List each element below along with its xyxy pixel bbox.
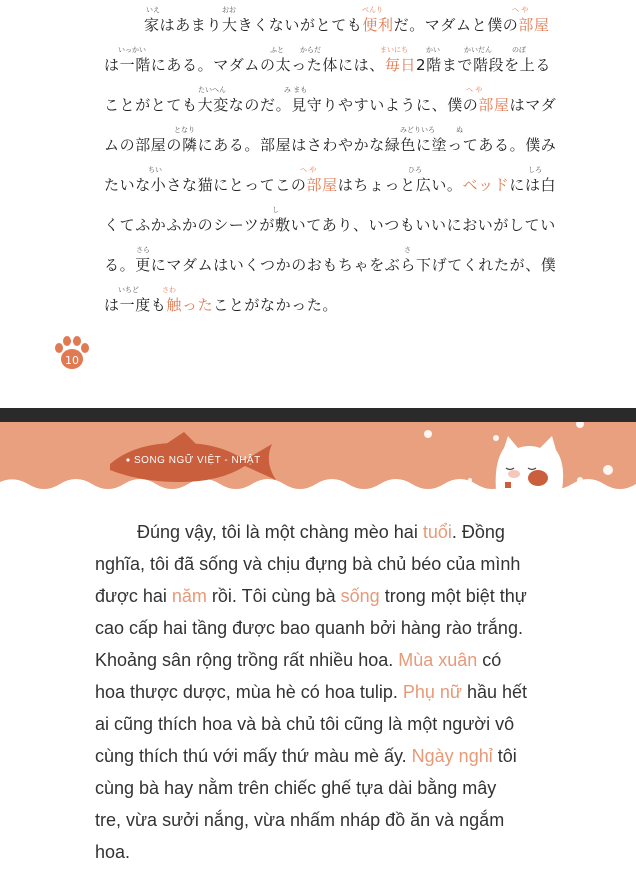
text-segment: 2階まで階段を上る <box>416 56 551 74</box>
furigana: へ や <box>512 6 529 14</box>
furigana: さら <box>136 246 150 254</box>
highlighted-word: sống <box>340 586 380 606</box>
text-segment: たいな小さな猫にとってこの <box>104 176 307 194</box>
vietnamese-line <box>95 842 130 863</box>
japanese-line <box>104 254 556 275</box>
furigana: いっかい <box>118 46 146 54</box>
furigana: ひろ <box>408 166 422 174</box>
japanese-line <box>144 14 550 35</box>
text-segment: ことがとても大変なのだ。見守りやすいように、僕の <box>104 96 479 114</box>
highlighted-word: 部屋 <box>306 176 338 194</box>
text-segment: được hai <box>95 586 172 606</box>
highlighted-word: ベッド <box>462 176 510 194</box>
text-segment: は一度も <box>104 296 167 314</box>
text-segment: cao cấp hai tầng được bao quanh bởi hàng rào trắng. <box>95 618 523 638</box>
series-label: SONG NGỮ VIỆT - NHẬT <box>134 455 261 466</box>
highlighted-word: tuổi <box>422 522 452 542</box>
highlighted-word: 部屋 <box>518 16 550 34</box>
highlighted-word: 便利 <box>362 16 394 34</box>
text-segment: ムの部屋の隣にある。部屋はさわやかな緑色に塗ってある。僕み <box>104 136 557 154</box>
text-segment: hầu hết <box>461 682 528 702</box>
text-segment: には白 <box>509 176 557 194</box>
furigana: へ や <box>300 166 317 174</box>
vietnamese-line <box>95 714 514 735</box>
text-segment: rồi. Tôi cùng bà <box>206 586 341 606</box>
furigana: かいだん <box>464 46 492 54</box>
furigana: となり <box>174 126 195 134</box>
furigana: たいへん <box>198 86 226 94</box>
japanese-line <box>104 134 556 155</box>
vietnamese-line <box>95 618 523 639</box>
text-segment: ai cũng thích hoa và bà chủ tôi cũng là một người vô <box>95 714 515 734</box>
highlighted-word: 毎日 <box>384 56 417 74</box>
vietnamese-line <box>95 650 501 671</box>
furigana: へ や <box>466 86 483 94</box>
furigana: ちい <box>148 166 162 174</box>
vietnamese-line <box>137 522 505 543</box>
text-segment: 家はあまり大きくないがとても <box>144 16 363 34</box>
text-segment: hoa. <box>95 842 131 862</box>
paw-print-icon <box>52 333 92 373</box>
japanese-line <box>104 54 551 75</box>
furigana: いえ <box>146 6 160 14</box>
japanese-line <box>104 94 556 115</box>
text-segment: ことがなかった。 <box>213 296 339 314</box>
text-segment: はマダ <box>509 96 557 114</box>
highlighted-word: Phụ nữ <box>402 682 462 702</box>
text-segment: . Đồng <box>451 522 505 542</box>
vietnamese-line <box>95 746 517 767</box>
text-segment: trong một biệt thự <box>379 586 527 606</box>
furigana: べんり <box>362 6 383 14</box>
page-number: 10 <box>65 354 79 367</box>
japanese-line <box>104 174 556 195</box>
furigana: ぬ <box>456 126 463 134</box>
furigana: まいにち <box>380 46 408 54</box>
vietnamese-line <box>95 586 527 607</box>
vietnamese-line <box>95 810 504 831</box>
highlighted-word: Ngày nghỉ <box>411 746 493 766</box>
furigana: のぼ <box>512 46 526 54</box>
furigana: みどりいろ <box>400 126 435 134</box>
text-segment: Khoảng sân rộng trồng rất nhiều hoa. <box>95 650 399 670</box>
text-segment: hoa thược dược, mùa hè có hoa tulip. <box>95 682 403 702</box>
text-segment: tôi <box>492 746 517 766</box>
furigana: かい <box>426 46 440 54</box>
text-segment: Đúng vậy, tôi là một chàng mèo hai <box>137 522 423 542</box>
furigana: しろ <box>528 166 542 174</box>
highlighted-word: năm <box>171 586 207 606</box>
text-segment: có <box>477 650 502 670</box>
furigana: さ <box>404 246 411 254</box>
highlighted-word: 触った <box>166 296 214 314</box>
text-segment: cùng thích thú với mấy thứ màu mè ấy. <box>95 746 412 766</box>
furigana: いちど <box>118 286 139 294</box>
japanese-page <box>0 0 636 408</box>
text-segment: は一階にある。マダムの太った体には、 <box>104 56 385 74</box>
text-segment: はちょっと広い。 <box>337 176 463 194</box>
text-segment: くてふかふかのシーツが敷いてあり、いつもいいにおいがしてい <box>104 216 556 234</box>
furigana: おお <box>222 6 236 14</box>
japanese-line <box>104 214 556 235</box>
furigana: さわ <box>162 286 176 294</box>
text-segment: tre, vừa sưởi nắng, vừa nhấm nháp đồ ăn và ngắm <box>95 810 505 830</box>
highlighted-word: 部屋 <box>478 96 510 114</box>
text-segment: る。更にマダムはいくつかのおもちゃをぶら下げてくれたが、僕 <box>104 256 557 274</box>
page-divider <box>0 408 636 422</box>
text-segment: cùng bà hay nằm trên chiếc ghế tựa dài bằng mây <box>95 778 497 798</box>
furigana: し <box>272 206 279 214</box>
highlighted-word: Mùa xuân <box>398 650 478 670</box>
vietnamese-line <box>95 778 496 799</box>
vietnamese-line <box>95 682 527 703</box>
furigana: ふと <box>270 46 284 54</box>
furigana: み まも <box>284 86 308 94</box>
chapter-banner <box>0 422 636 502</box>
vietnamese-line <box>95 554 520 575</box>
text-segment: だ。マダムと僕の <box>393 16 519 34</box>
furigana: からだ <box>300 46 321 54</box>
text-segment: nghĩa, tôi đã sống và chịu đựng bà chủ béo của mình <box>95 554 521 574</box>
japanese-line <box>104 294 338 315</box>
